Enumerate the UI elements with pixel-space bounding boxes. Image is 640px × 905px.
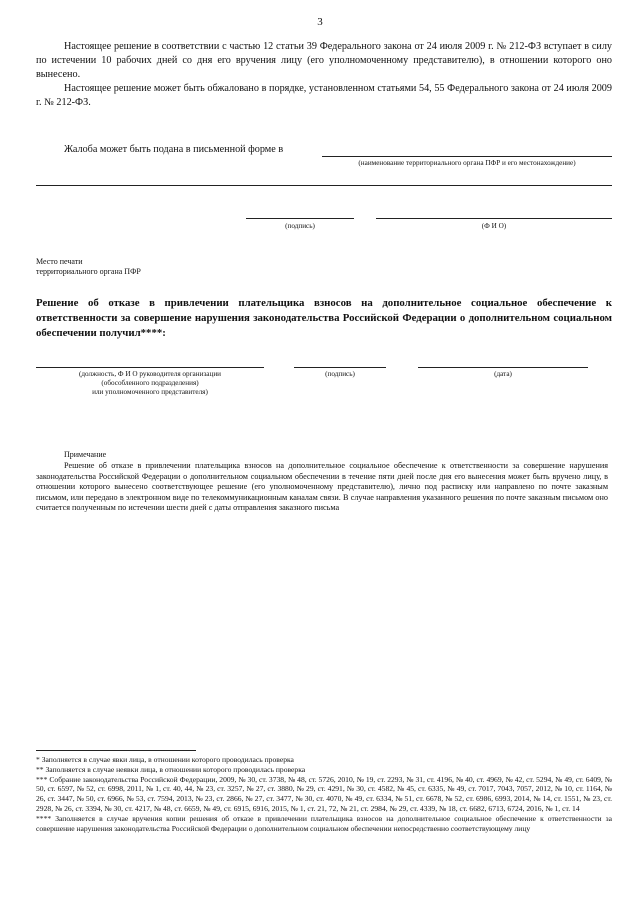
note-text: Решение об отказе в привлечении плательщика взносов на дополнительное социальное обеспечение к ответственности за совершение нарушения законодательства Российской Федерации о дополнительном социальном обеспечении в течение пяти дней после дня его вынесения может быть вручено лицу, в отношении которого вынесено соответствующее решение (его уполномоченному представителю), лично под расписку или направлено по почте заказным письмом, или передано в электронном виде по телекоммуникационным каналам связи. В случае направления указанного решения по почте заказным письмом оно считается полученным по истечении шести дней с даты отправления заказного письма xyxy=(36,461,608,512)
footnote-4: **** Заполняется в случае вручения копии решения об отказе в привлечении плательщика взносов на дополнительное социальное обеспечение к ответственности за совершение нарушения законодательства Российской Федерации о дополнительном социальном обеспечении непосредственно соответствующему лицу xyxy=(36,813,612,833)
received-signature-caption: (подпись) xyxy=(325,370,355,378)
complaint-field-line[interactable] xyxy=(322,156,612,157)
complaint-label: Жалоба может быть подана в письменной форме в xyxy=(64,144,284,155)
paragraph-appeal xyxy=(36,82,612,110)
signature-line[interactable] xyxy=(246,218,354,219)
complaint-field-line-2[interactable] xyxy=(36,185,612,186)
stamp-line-1: Место печати xyxy=(36,257,83,266)
date-caption: (дата) xyxy=(494,370,512,378)
footnote-separator xyxy=(36,750,196,751)
position-caption-2: (обособленного подразделения) xyxy=(101,379,199,387)
footnote-2: ** Заполняется в случае неявки лица, в отношении которого проводилась проверка xyxy=(36,764,306,774)
paragraph-entry-into-force xyxy=(36,40,612,82)
note-body xyxy=(36,461,608,514)
paragraph-text: Настоящее решение может быть обжаловано в порядке, установленном статьями 54, 55 Федерального закона от 24 июля 2009 г. № 212-ФЗ. xyxy=(36,83,612,108)
footnote-1: * Заполняется в случае явки лица, в отношении которого проводилась проверка xyxy=(36,755,294,764)
position-caption-1: (должность, Ф И О руководителя организации xyxy=(78,370,222,378)
received-statement: Решение об отказе в привлечении плательщика взносов на дополнительное социальное обеспечение к ответственности за совершение нарушения законодательства Российской Федерации о дополнительном социальном обеспечении получил****: xyxy=(36,297,612,339)
footnote-3: *** Собрание законодательства Российской Федерации, 2009, № 30, ст. 3738, № 48, ст. 5726, 2010, № 19, ст. 2293, № 31, ст. 4196, № 40, ст. 4969, № 42, ст. 5294, № 49, ст. 6409, № 50, ст. 6597, № 52, ст. 6998, 2011, № 1, ст. 40, 44, № 23, ст. 3257, № 27, ст. 3880, № 29, ст. 4291, № 30, ст. 4582, № 45, ст. 6335, № 49, ст. 7017, 7043, 7057, 2012, № 10, ст. 1164, № 26, ст. 3447, № 50, ст. 6966, № 53, ст. 7594, 2013, № 23, ст. 2866, № 27, ст. 3477, № 30, ст. 4070, № 49, ст. 6334, № 51, ст. 6678, № 52, ст. 6986, 6993, 2014, № 14, ст. 1551, № 23, ст. 2928, № 26, ст. 3394, № 30, ст. 4217, № 48, ст. 6659, № 49, ст. 6915, 6916, 2015, № 1, ст. 21, 72, № 21, ст. 2984, № 29, ст. 4339, № 18, ст. 6682, 6713, 6724, 2016, № 1, ст. 14 xyxy=(36,774,612,813)
stamp-line-2: территориального органа ПФР xyxy=(36,267,141,276)
signature-caption: (подпись) xyxy=(285,222,315,230)
position-line[interactable] xyxy=(36,367,264,368)
fio-caption: (Ф И О) xyxy=(481,222,507,230)
date-line[interactable] xyxy=(418,367,588,368)
position-caption xyxy=(36,370,264,397)
paragraph-text: Настоящее решение в соответствии с частью 12 статьи 39 Федерального закона от 24 июля 2009 г. № 212-ФЗ вступает в силу по истечении 10 рабочих дней со дня его вручения лицу (его уполномоченному представителю), в отношении которого оно вынесено. xyxy=(36,41,612,80)
fio-line[interactable] xyxy=(376,218,612,219)
complaint-caption: (наименование территориального органа ПФР и его местонахождение) xyxy=(358,159,576,167)
note-title: Примечание xyxy=(64,450,107,459)
received-signature-line[interactable] xyxy=(294,367,386,368)
position-caption-3: или уполномоченного представителя) xyxy=(92,388,208,396)
footnotes xyxy=(36,755,612,833)
stamp-place-label xyxy=(36,257,141,277)
page-number: 3 xyxy=(317,16,323,28)
